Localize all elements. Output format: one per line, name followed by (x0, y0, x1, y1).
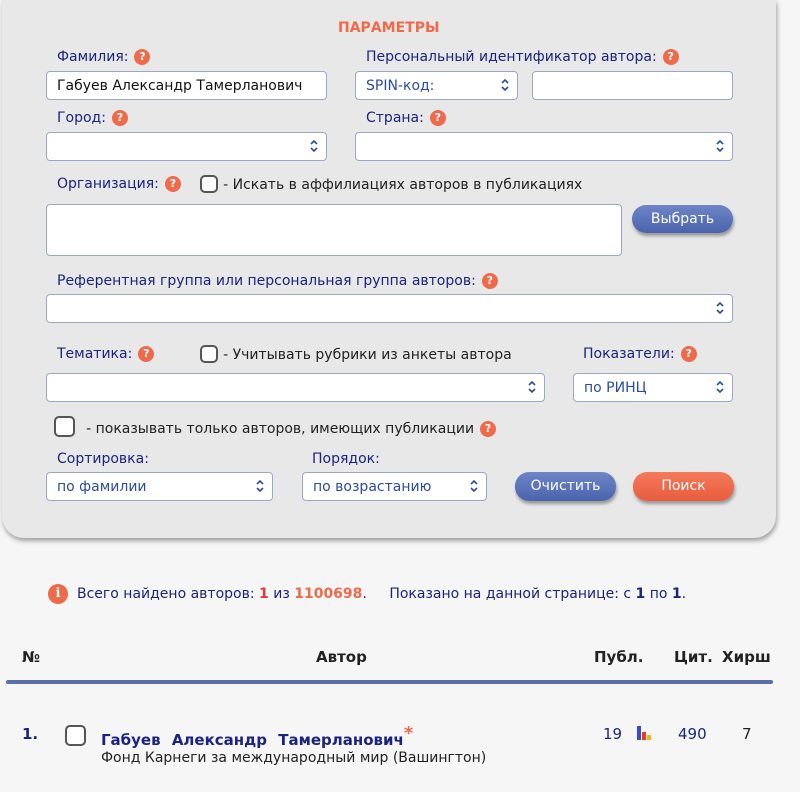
cites-count-link[interactable]: 490 (678, 725, 707, 743)
sort-select[interactable] (46, 472, 273, 501)
help-icon[interactable]: ? (134, 49, 150, 65)
select-arrows-icon (255, 478, 265, 494)
only-with-pubs-checkbox[interactable] (54, 416, 75, 437)
panel-title: ПАРАМЕТРЫ (338, 20, 440, 36)
col-hirsch-header[interactable]: Хирш (722, 648, 771, 666)
author-id-label (366, 49, 679, 65)
order-value: по возрастанию (313, 479, 432, 495)
select-arrows-icon (527, 379, 537, 395)
affiliation-search-option (200, 174, 582, 193)
col-pubs-header[interactable]: Публ. (594, 648, 644, 666)
select-arrows-icon (309, 138, 319, 154)
help-icon[interactable]: ? (482, 273, 498, 289)
country-label-text: Страна: (366, 110, 424, 126)
indicators-label (583, 346, 697, 362)
pubs-count-link[interactable]: 19 (603, 725, 623, 743)
shown-from: 1 (635, 586, 646, 602)
author-affiliation: Фонд Карнеги за международный мир (Вашингтон) (101, 750, 487, 766)
author-id-type-select[interactable] (355, 71, 518, 100)
select-arrows-icon (500, 77, 510, 93)
found-text: Всего найдено авторов: (77, 586, 255, 602)
help-icon[interactable]: ? (138, 346, 154, 362)
help-icon[interactable]: ? (430, 110, 446, 126)
hirsch-index: 7 (742, 725, 752, 743)
ref-group-label (57, 273, 498, 289)
sort-label: Сортировка: (57, 451, 149, 467)
author-name-link[interactable]: Габуев Александр Тамерланович (101, 731, 404, 749)
row-number: 1. (22, 725, 39, 743)
topic-rubrics-option (200, 344, 512, 363)
shown-to: 1 (671, 586, 682, 602)
author-star: * (403, 723, 414, 744)
author-id-input[interactable] (532, 71, 733, 100)
city-label-text: Город: (57, 110, 106, 126)
topic-rubrics-checkbox[interactable] (200, 345, 218, 363)
row-select-checkbox[interactable] (65, 725, 86, 746)
ref-group-select[interactable] (46, 294, 733, 323)
help-icon[interactable]: ? (112, 110, 128, 126)
total-count: 1100698 (294, 586, 363, 602)
help-icon[interactable]: ? (663, 49, 679, 65)
clear-button[interactable]: Очистить (515, 472, 616, 501)
affiliation-search-label: - Искать в аффилиациях авторов в публикациях (223, 177, 583, 193)
help-icon[interactable]: ? (165, 176, 181, 192)
affiliation-search-checkbox[interactable] (200, 175, 218, 193)
table-row (101, 723, 413, 749)
indicators-label-text: Показатели: (583, 346, 675, 362)
of-text: из (273, 586, 290, 602)
to-text: по (649, 586, 668, 602)
period: . (681, 586, 687, 602)
author-id-label-text: Персональный идентификатор автора: (366, 49, 657, 65)
help-icon[interactable]: ? (681, 346, 697, 362)
col-author-header[interactable]: Автор (316, 648, 367, 666)
results-summary (77, 586, 686, 602)
organization-input[interactable] (46, 204, 622, 256)
surname-label-text: Фамилия: (57, 49, 129, 65)
table-header-divider (6, 680, 773, 684)
surname-input[interactable]: Габуев Александр Тамерланович (46, 71, 327, 100)
surname-label (57, 49, 150, 65)
sort-value: по фамилии (57, 479, 147, 495)
info-icon: i (48, 584, 68, 604)
topic-label-text: Тематика: (57, 346, 133, 362)
city-select[interactable] (46, 132, 327, 161)
indicators-select[interactable] (573, 373, 733, 402)
select-arrows-icon (715, 138, 725, 154)
organization-label-text: Организация: (57, 176, 159, 192)
shown-text: Показано на данной странице: с (389, 586, 632, 602)
country-label (366, 110, 446, 126)
topic-select[interactable] (46, 373, 545, 402)
select-arrows-icon (715, 300, 725, 316)
row-select-option (65, 725, 86, 746)
ref-group-label-text: Референтная группа или персональная группа авторов: (57, 273, 476, 289)
author-id-type-value: SPIN-код: (366, 78, 435, 94)
order-select[interactable] (302, 472, 487, 501)
col-cites-header[interactable]: Цит. (674, 648, 713, 666)
select-arrows-icon (469, 478, 479, 494)
topic-rubrics-label: - Учитывать рубрики из анкеты автора (223, 347, 512, 363)
choose-button[interactable]: Выбрать (632, 205, 733, 233)
indicators-value: по РИНЦ (584, 380, 647, 396)
country-select[interactable] (355, 132, 733, 161)
only-with-pubs-label: - показывать только авторов, имеющих публикации (86, 421, 475, 437)
col-num-header: № (22, 648, 41, 666)
topic-label (57, 346, 154, 362)
bar-chart-icon[interactable] (636, 723, 654, 741)
period: . (362, 586, 367, 602)
found-count: 1 (259, 586, 269, 602)
select-arrows-icon (715, 379, 725, 395)
only-with-pubs-option (54, 416, 496, 437)
organization-label (57, 176, 181, 192)
help-icon[interactable]: ? (480, 421, 496, 437)
search-button[interactable]: Поиск (633, 472, 734, 501)
order-label: Порядок: (312, 451, 380, 467)
city-label (57, 110, 128, 126)
